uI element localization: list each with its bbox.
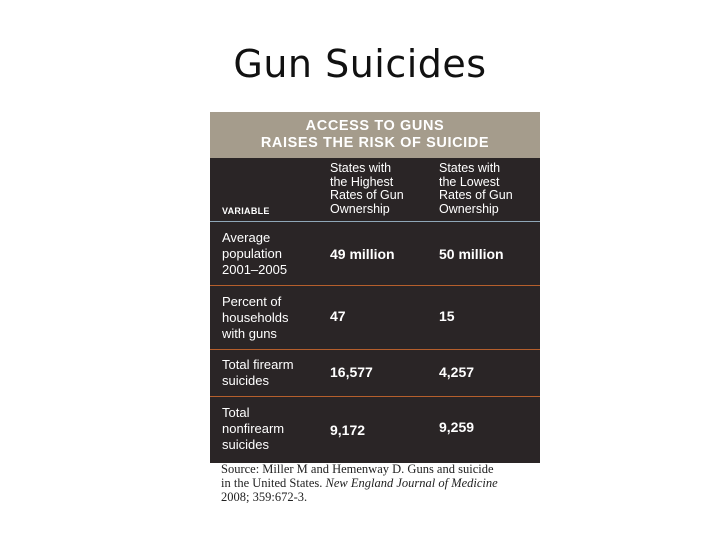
column-header-lowest — [439, 162, 513, 216]
table-row-firearm-suicides — [210, 350, 540, 397]
table-row-nonfirearm-suicides — [210, 397, 540, 463]
column-header-line: Rates of Gun — [439, 188, 513, 202]
journal-name: New England Journal of Medicine — [325, 476, 498, 490]
row-label-line: Total — [222, 405, 250, 420]
column-header-line: the Lowest — [439, 174, 500, 189]
table-header — [210, 112, 540, 158]
value-highest: 47 — [330, 308, 346, 324]
row-label-line: nonfirearm — [222, 421, 285, 436]
row-label-line: population — [222, 246, 282, 261]
column-header-line: States with — [330, 161, 392, 175]
value-highest: 9,172 — [330, 422, 366, 438]
row-label — [222, 405, 284, 453]
table-header-line-2: RAISES THE RISK OF SUICIDE — [260, 135, 490, 151]
column-header-line: Rates of Gun — [330, 188, 404, 202]
table-row-percent-households — [210, 286, 540, 350]
column-header-line: the Highest — [330, 174, 394, 189]
value-highest: 49 million — [330, 246, 395, 262]
slide-title: Gun Suicides — [233, 42, 487, 86]
row-label-line: Average — [222, 230, 271, 245]
column-header-line: States with — [439, 161, 501, 175]
table-header-line-1: ACCESS TO GUNS — [305, 118, 445, 134]
column-header-row — [210, 158, 540, 222]
value-lowest: 15 — [439, 308, 455, 324]
value-lowest: 4,257 — [439, 364, 475, 380]
column-header-line: Ownership — [330, 201, 390, 216]
value-highest: 16,577 — [330, 364, 373, 380]
row-label-line: Total firearm — [222, 357, 294, 372]
gun-suicide-table — [210, 112, 540, 463]
source-text: in the United States. — [221, 476, 326, 490]
source-line-2 — [221, 476, 541, 490]
source-line-3: 2008; 359:672-3. — [221, 490, 308, 504]
column-header-highest — [330, 162, 404, 216]
row-label — [222, 357, 294, 389]
source-line-1: Source: Miller M and Hemenway D. Guns and suicide — [221, 462, 494, 476]
row-label — [222, 230, 287, 278]
variable-column-label: VARIABLE — [222, 206, 270, 216]
value-lowest: 9,259 — [439, 419, 475, 435]
row-label-line: households — [222, 310, 289, 325]
table-row-average-population — [210, 222, 540, 286]
row-label-line: Percent of — [222, 294, 282, 309]
row-label-line: with guns — [222, 326, 277, 341]
source-citation — [221, 462, 541, 504]
row-label — [222, 294, 289, 342]
value-lowest: 50 million — [439, 246, 504, 262]
row-label-line: suicides — [222, 373, 269, 388]
column-header-line: Ownership — [439, 201, 499, 216]
row-label-line: 2001–2005 — [222, 262, 288, 277]
row-label-line: suicides — [222, 437, 269, 452]
